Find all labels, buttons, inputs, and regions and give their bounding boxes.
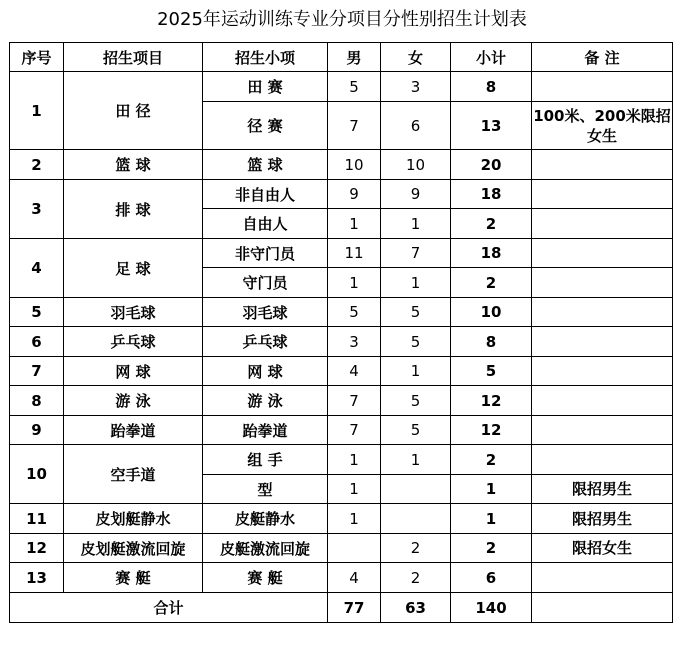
- subtotal-cell: 8: [451, 72, 532, 102]
- project-cell: 田 径: [64, 72, 203, 150]
- male-count-cell: 9: [328, 180, 381, 209]
- table-row: [10, 534, 673, 563]
- row-number-cell: 12: [10, 534, 64, 563]
- note-cell: [532, 209, 673, 239]
- sub-item-cell: 网 球: [203, 357, 328, 386]
- female-count-cell: 7: [381, 239, 451, 268]
- female-count-cell: 5: [381, 416, 451, 445]
- female-count-cell: [381, 475, 451, 504]
- male-count-cell: 4: [328, 563, 381, 593]
- note-cell: [532, 327, 673, 357]
- sub-item-cell: 皮艇激流回旋: [203, 534, 328, 563]
- note-cell: [532, 563, 673, 593]
- header-cell-female: 女: [381, 43, 451, 72]
- sub-item-cell: 型: [203, 475, 328, 504]
- table-row: [10, 563, 673, 593]
- male-count-cell: 7: [328, 102, 381, 150]
- row-number-cell: 1: [10, 72, 64, 150]
- row-number-cell: 4: [10, 239, 64, 298]
- sub-item-cell: 赛 艇: [203, 563, 328, 593]
- note-cell: 限招男生: [532, 475, 673, 504]
- table-row: [10, 327, 673, 357]
- project-cell: 皮划艇静水: [64, 504, 203, 534]
- header-cell-item: 招生小项: [203, 43, 328, 72]
- sub-item-cell: 皮艇静水: [203, 504, 328, 534]
- subtotal-cell: 6: [451, 563, 532, 593]
- subtotal-cell: 2: [451, 268, 532, 298]
- female-count-cell: 6: [381, 102, 451, 150]
- table-row: [10, 298, 673, 327]
- project-cell: 游 泳: [64, 386, 203, 416]
- female-count-cell: 1: [381, 445, 451, 475]
- summary-label-cell: 合计: [10, 593, 328, 623]
- project-cell: 跆拳道: [64, 416, 203, 445]
- table-header-row: [10, 43, 673, 72]
- subtotal-cell: 18: [451, 239, 532, 268]
- note-cell: [532, 239, 673, 268]
- female-count-cell: 5: [381, 386, 451, 416]
- sub-item-cell: 组 手: [203, 445, 328, 475]
- female-count-cell: [381, 504, 451, 534]
- row-number-cell: 6: [10, 327, 64, 357]
- enrollment-table: [9, 42, 673, 623]
- note-cell: [532, 416, 673, 445]
- subtotal-cell: 13: [451, 102, 532, 150]
- note-cell: [532, 357, 673, 386]
- subtotal-cell: 5: [451, 357, 532, 386]
- row-number-cell: 8: [10, 386, 64, 416]
- sub-item-cell: 乒乓球: [203, 327, 328, 357]
- sub-item-cell: 游 泳: [203, 386, 328, 416]
- row-number-cell: 13: [10, 563, 64, 593]
- male-count-cell: 7: [328, 416, 381, 445]
- note-cell: [532, 386, 673, 416]
- project-cell: 皮划艇激流回旋: [64, 534, 203, 563]
- male-count-cell: 1: [328, 445, 381, 475]
- table-row: [10, 416, 673, 445]
- sub-item-cell: 守门员: [203, 268, 328, 298]
- summary-note-cell: [532, 593, 673, 623]
- male-count-cell: 10: [328, 150, 381, 180]
- header-cell-male: 男: [328, 43, 381, 72]
- project-cell: 乒乓球: [64, 327, 203, 357]
- male-count-cell: 7: [328, 386, 381, 416]
- note-cell: 限招女生: [532, 534, 673, 563]
- summary-female-cell: 63: [381, 593, 451, 623]
- project-cell: 足 球: [64, 239, 203, 298]
- subtotal-cell: 2: [451, 534, 532, 563]
- male-count-cell: 11: [328, 239, 381, 268]
- subtotal-cell: 1: [451, 475, 532, 504]
- male-count-cell: 4: [328, 357, 381, 386]
- note-cell: [532, 180, 673, 209]
- male-count-cell: 5: [328, 298, 381, 327]
- project-cell: 空手道: [64, 445, 203, 504]
- header-cell-project: 招生项目: [64, 43, 203, 72]
- male-count-cell: [328, 534, 381, 563]
- male-count-cell: 1: [328, 268, 381, 298]
- female-count-cell: 3: [381, 72, 451, 102]
- project-cell: 网 球: [64, 357, 203, 386]
- note-cell: [532, 268, 673, 298]
- sub-item-cell: 自由人: [203, 209, 328, 239]
- sub-item-cell: 跆拳道: [203, 416, 328, 445]
- table-row: [10, 239, 673, 268]
- sub-item-cell: 非自由人: [203, 180, 328, 209]
- project-cell: 篮 球: [64, 150, 203, 180]
- row-number-cell: 7: [10, 357, 64, 386]
- subtotal-cell: 18: [451, 180, 532, 209]
- note-cell: 限招男生: [532, 504, 673, 534]
- subtotal-cell: 12: [451, 416, 532, 445]
- table-row: [10, 150, 673, 180]
- summary-male-cell: 77: [328, 593, 381, 623]
- sub-item-cell: 羽毛球: [203, 298, 328, 327]
- row-number-cell: 10: [10, 445, 64, 504]
- subtotal-cell: 8: [451, 327, 532, 357]
- subtotal-cell: 2: [451, 209, 532, 239]
- project-cell: 赛 艇: [64, 563, 203, 593]
- subtotal-cell: 12: [451, 386, 532, 416]
- table-row: [10, 357, 673, 386]
- male-count-cell: 1: [328, 475, 381, 504]
- note-cell: [532, 298, 673, 327]
- male-count-cell: 3: [328, 327, 381, 357]
- female-count-cell: 2: [381, 563, 451, 593]
- row-number-cell: 11: [10, 504, 64, 534]
- project-cell: 羽毛球: [64, 298, 203, 327]
- header-cell-total: 小计: [451, 43, 532, 72]
- table-row: [10, 180, 673, 209]
- row-number-cell: 5: [10, 298, 64, 327]
- sub-item-cell: 径 赛: [203, 102, 328, 150]
- female-count-cell: 1: [381, 209, 451, 239]
- row-number-cell: 3: [10, 180, 64, 239]
- note-cell: [532, 150, 673, 180]
- subtotal-cell: 1: [451, 504, 532, 534]
- subtotal-cell: 20: [451, 150, 532, 180]
- subtotal-cell: 2: [451, 445, 532, 475]
- female-count-cell: 1: [381, 268, 451, 298]
- male-count-cell: 5: [328, 72, 381, 102]
- sub-item-cell: 非守门员: [203, 239, 328, 268]
- table-row: [10, 445, 673, 475]
- table-row: [10, 72, 673, 102]
- summary-row: [10, 593, 673, 623]
- sub-item-cell: 篮 球: [203, 150, 328, 180]
- row-number-cell: 9: [10, 416, 64, 445]
- female-count-cell: 5: [381, 298, 451, 327]
- summary-total-cell: 140: [451, 593, 532, 623]
- female-count-cell: 2: [381, 534, 451, 563]
- header-cell-no: 序号: [10, 43, 64, 72]
- row-number-cell: 2: [10, 150, 64, 180]
- project-cell: 排 球: [64, 180, 203, 239]
- table-row: [10, 504, 673, 534]
- female-count-cell: 5: [381, 327, 451, 357]
- page-title: 2025年运动训练专业分项目分性别招生计划表: [157, 9, 527, 30]
- note-cell: [532, 72, 673, 102]
- note-cell: [532, 445, 673, 475]
- header-cell-note: 备 注: [532, 43, 673, 72]
- female-count-cell: 9: [381, 180, 451, 209]
- note-cell: 100米、200米限招女生: [532, 102, 673, 150]
- subtotal-cell: 10: [451, 298, 532, 327]
- male-count-cell: 1: [328, 504, 381, 534]
- female-count-cell: 10: [381, 150, 451, 180]
- female-count-cell: 1: [381, 357, 451, 386]
- table-row: [10, 386, 673, 416]
- male-count-cell: 1: [328, 209, 381, 239]
- sub-item-cell: 田 赛: [203, 72, 328, 102]
